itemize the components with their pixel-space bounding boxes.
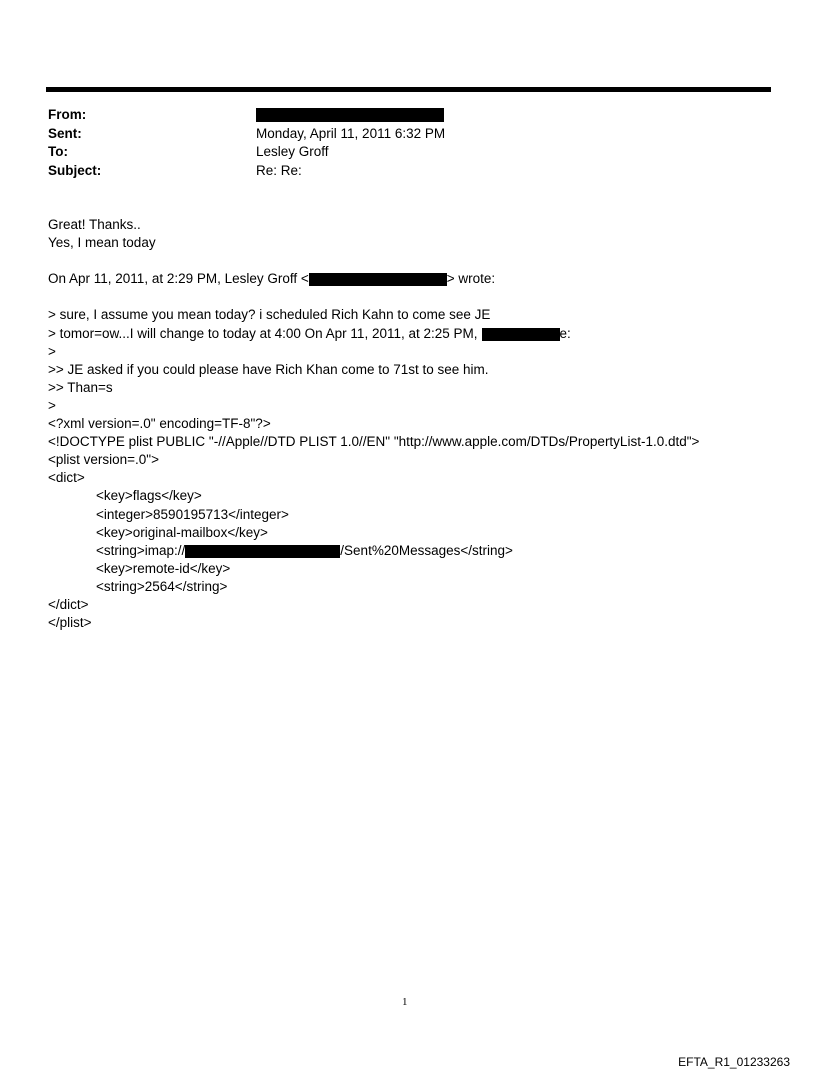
sent-label: Sent: (48, 125, 82, 141)
body-line: <key>flags</key> (96, 488, 202, 504)
to-value: Lesley Groff (256, 144, 329, 159)
body-text: e: (559, 325, 571, 341)
body-text: > wrote: (446, 271, 496, 287)
redaction-bar (185, 545, 340, 558)
from-label: From: (48, 107, 87, 122)
sent-value: Monday, April 11, 2011 6:32 PM (256, 125, 446, 141)
body-text: On Apr 11, 2011, at 2:29 PM, Lesley Groff < (48, 271, 309, 287)
redaction-bar (256, 108, 444, 122)
body-text: > tomor=ow...I will change to today at 4:00 On Apr 11, 2011, at 2:25 PM, (48, 325, 478, 341)
quote-attribution (48, 270, 699, 288)
body-line: <integer>8590195713</integer> (96, 506, 289, 522)
redaction-bar (309, 273, 447, 286)
body-line: <string>2564</string> (96, 578, 228, 594)
to-label: To: (48, 144, 68, 159)
body-line: <key>original-mailbox</key> (96, 524, 268, 540)
body-line (48, 325, 699, 343)
body-line: <?xml version=.0" encoding=TF-8"?> (48, 416, 271, 432)
blank-line (48, 288, 699, 306)
subject-label: Subject: (48, 162, 102, 178)
redaction-bar (482, 328, 560, 341)
body-line: > (48, 343, 56, 359)
body-line (48, 542, 699, 560)
body-line: </plist> (48, 615, 92, 631)
body-line: > sure, I assume you mean today? i scheduled Rich Kahn to come see JE (48, 307, 491, 323)
body-line: <plist version=.0"> (48, 452, 159, 468)
body-line: Yes, I mean today (48, 235, 156, 251)
body-line: >> JE asked if you could please have Rich Khan come to 71st to see him. (48, 361, 489, 377)
body-line: <!DOCTYPE plist PUBLIC "-//Apple//DTD PLIST 1.0//EN" "http://www.apple.com/DTDs/PropertyList-1.0.dtd"> (48, 434, 700, 450)
body-line: <key>remote-id</key> (96, 560, 231, 576)
subject-value: Re: Re: (256, 162, 302, 178)
page-number: 1 (402, 996, 408, 1008)
body-line: <dict> (48, 470, 85, 486)
document-id: EFTA_R1_01233263 (678, 1055, 790, 1069)
body-line: Great! Thanks.. (48, 217, 141, 232)
blank-line (48, 252, 699, 270)
body-text: <string>imap:// (96, 542, 186, 558)
header-rule (46, 87, 771, 92)
body-line: </dict> (48, 596, 89, 612)
from-value (256, 106, 444, 125)
body-line: > (48, 397, 56, 413)
body-text: /Sent%20Messages</string> (340, 542, 513, 558)
email-body (48, 216, 699, 632)
body-line: >> Than=s (48, 379, 113, 395)
